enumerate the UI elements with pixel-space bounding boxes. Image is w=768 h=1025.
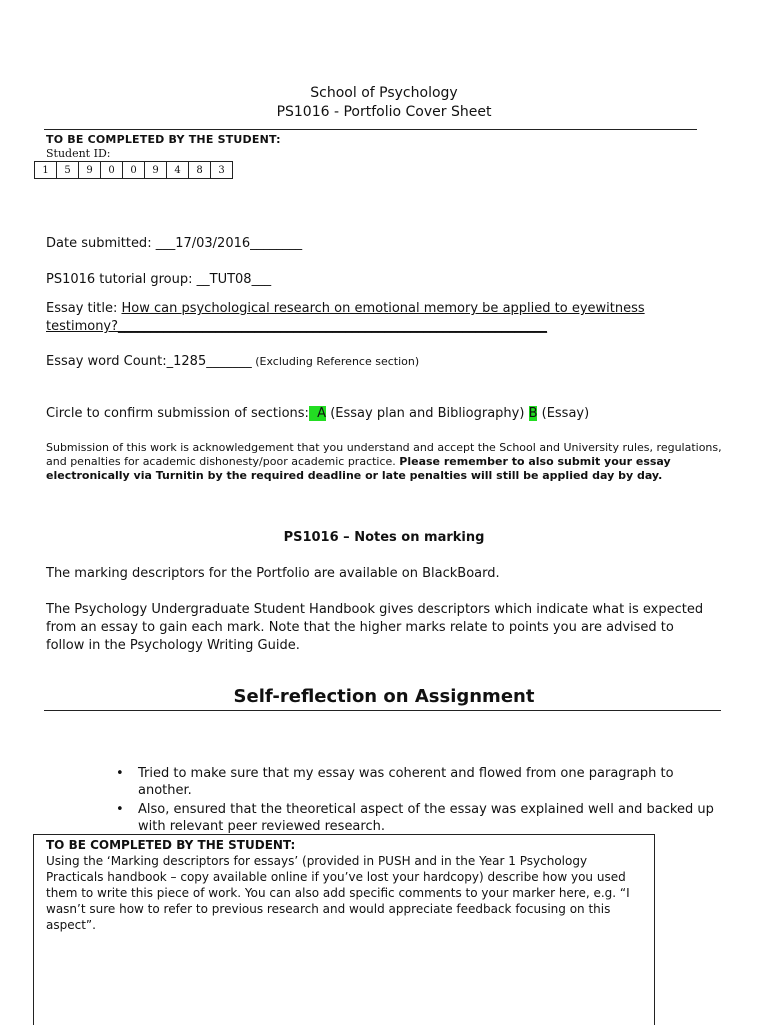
notes-paragraph-2: The Psychology Undergraduate Student Handbook gives descriptors which indicate what is expected from an essay to gain each mark. Note that the higher marks relate to points you are advised to follow in the Psychology Writing Guide.: [46, 602, 704, 653]
student-id-digit: 1: [35, 162, 57, 179]
word-count-field: [46, 354, 419, 369]
student-id-digit: 0: [101, 162, 123, 179]
tutorial-group-label: PS1016 tutorial group:: [46, 272, 197, 287]
date-submitted-field: [46, 236, 302, 251]
date-submitted-value: ___17/03/2016________: [155, 236, 303, 251]
essay-title-value-line1: How can psychological research on emotional memory be applied to eyewitness: [121, 301, 645, 316]
school-name: School of Psychology: [310, 85, 458, 101]
essay-title-field: [46, 300, 726, 336]
student-id-digit: 8: [189, 162, 211, 179]
notes-paragraph-1: The marking descriptors for the Portfolio are available on BlackBoard.: [46, 566, 500, 581]
student-section-heading: TO BE COMPLETED BY THE STUDENT:: [46, 133, 281, 146]
student-id-label: Student ID:: [46, 147, 111, 160]
tutorial-group-value: __TUT08___: [196, 272, 272, 287]
date-submitted-label: Date submitted:: [46, 236, 156, 251]
section-a-mark[interactable]: A: [308, 406, 327, 421]
section-b-text: (Essay): [537, 406, 590, 421]
sections-label: Circle to confirm submission of sections:: [46, 406, 309, 421]
essay-title-label: Essay title:: [46, 301, 122, 316]
acknowledgement-bold: Please remember to also submit your essay electronically via Turnitin by the required deadline or late penalties will still be applied day by day.: [46, 455, 671, 482]
reflection-divider: [44, 710, 721, 711]
reflection-heading: Self-reflection on Assignment: [233, 686, 535, 707]
page-title: PS1016 - Portfolio Cover Sheet: [276, 104, 492, 120]
word-count-value: _1285_______: [166, 354, 252, 369]
section-a-text: (Essay plan and Bibliography): [326, 406, 529, 421]
list-item: • Tried to make sure that my essay was coherent and flowed from one paragraph to another.: [114, 765, 724, 799]
comment-box-instructions: Using the ‘Marking descriptors for essays’ (provided in PUSH and in the Year 1 Psychology Practicals handbook – copy available online if you’ve lost your hardcopy) describe how you used them to write this piece of work. You can also add specific comments to your marker here, e.g. “I wasn’t sure how to refer to previous research and would appreciate feedback focusing on this aspect”.: [46, 854, 630, 932]
word-count-label: Essay word Count:: [46, 354, 167, 369]
student-comment-box[interactable]: [33, 834, 655, 1025]
acknowledgement-text: [46, 441, 726, 483]
sections-confirm: [46, 406, 589, 421]
comment-box-heading: TO BE COMPLETED BY THE STUDENT:: [46, 838, 296, 852]
section-b-mark[interactable]: B: [528, 406, 538, 421]
list-item: • Also, ensured that the theoretical aspect of the essay was explained well and backed up with relevant peer reviewed research.: [114, 801, 724, 835]
tutorial-group-field: [46, 272, 271, 287]
acknowledgement-plain: Submission of this work is acknowledgement that you understand and accept the School and University rules, regulations, and penalties for academic dishonesty/poor academic practice.: [46, 441, 722, 468]
student-id-grid: [34, 161, 233, 179]
student-id-digit: 9: [79, 162, 101, 179]
student-id-digit: 3: [211, 162, 233, 179]
notes-heading: PS1016 – Notes on marking: [283, 530, 485, 545]
essay-title-value-line2: testimony?__________________________________________________________________: [46, 319, 548, 334]
student-id-digit: 5: [57, 162, 79, 179]
header-divider: [44, 129, 697, 130]
reflection-bullets: [114, 765, 724, 837]
student-id-digit: 9: [145, 162, 167, 179]
student-id-digit: 0: [123, 162, 145, 179]
word-count-note: (Excluding Reference section): [251, 355, 420, 368]
student-id-digit: 4: [167, 162, 189, 179]
